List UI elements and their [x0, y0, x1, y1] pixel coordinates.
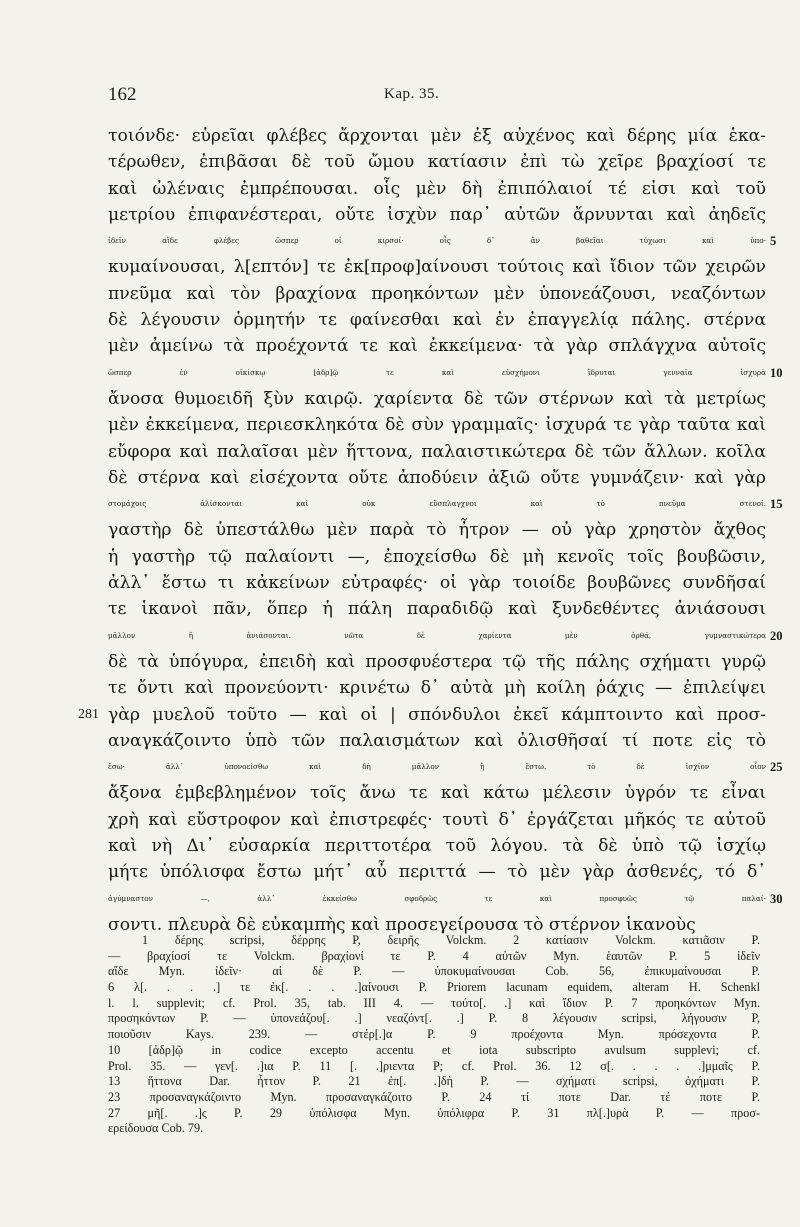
- text-line-content: χρὴ καὶ εὔστροφον καὶ ἐπιστρεφές· τουτὶ δ᾽ ἐργάζεται μῆκός τε αὐτοῦ: [108, 809, 766, 830]
- text-line-content: κυμαίνουσαι, λ[επτόν] τε ἐκ[προφ]αίνουσι τούτοις καὶ ἴδιον τῶν χειρῶν: [108, 257, 766, 278]
- text-line-content: δὲ λέγουσιν ὁρμητήν τε φαίνεσθαι καὶ ἐν ἐπαγγελίᾳ πάλης. στέρνα: [108, 310, 766, 331]
- apparatus-line: Prol. 35. — γεν[. .]ια P. 11 [. .]ριεντα P; cf. Prol. 36. 12 σ[. . . . .]μμαῖς P.: [108, 1058, 760, 1073]
- apparatus-line: l. l. supplevit; cf. Prol. 35, tab. III 4. — τούτο[. .] καὶ ἴδιον P. 7 προηκόντων Myn.: [108, 995, 760, 1010]
- text-line-content: ὥσπερ ἐν οἰκίσκῳ [ἀδρ]ῷ τε καὶ εὐσχήμονι ἵδρυται γενναῖα ἰσχυρὰ: [108, 367, 766, 377]
- text-line-content: τέρωθεν, ἐπιβᾶσαι δὲ τοῦ ὤμου κατίασιν ἐπὶ τὼ χεῖρε βραχίοσί τε: [108, 152, 766, 173]
- apparatus-line: 27 μῆ[. .]ς P. 29 ὑπόλισφα Myn. ὑπόλιφρα P. 31 πλ[.]υρὰ P. — προσ-: [108, 1105, 760, 1120]
- text-line: [78, 702, 766, 728]
- text-line-content: μήτε ὑπόλισφα ἔστω μήτ᾽ αὖ περιττά — τὸ μὲν γὰρ ἀσθενές, τό δ᾽: [108, 862, 766, 883]
- text-line-content: δὲ τὰ ὑπόγυρα, ἐπειδὴ καὶ προσφυέστερα τῷ τῆς πάλης σχήματι γυρῷ: [108, 651, 766, 672]
- text-line-content: μὲν ἀμείνω τὰ προέχοντά τε καὶ ἐκκείμενα· τὰ γὰρ σπλάγχνα αὐτοῖς: [108, 336, 766, 357]
- text-line: [108, 307, 766, 333]
- text-line-content: αναγκάζοιντο ὑπὸ τῶν παλαισμάτων καὶ ὀλισθῆσαί τί ποτε εἰς τὸ: [108, 730, 766, 751]
- text-line: [108, 807, 766, 833]
- text-line: [108, 544, 766, 570]
- text-line: [108, 412, 766, 438]
- text-line: [108, 333, 766, 359]
- text-line: [108, 754, 783, 780]
- text-line-content: τε ἱκανοὶ πᾶν, ὅπερ ἡ πάλη παραδιδῷ καὶ ξυνδεθέντες ἀνιάσουσι: [108, 599, 766, 620]
- apparatus-line: 1 δέρης scripsi, δέρρης P, δειρῆς Volckm. 2 κατίασιν Volckm. κατιᾶσιν P.: [142, 933, 760, 947]
- page-number: 162: [108, 84, 137, 105]
- line-number: 25: [770, 760, 783, 775]
- apparatus-line: 6 λ[. . . .] τε ἐκ[. . . .]αίνουσι P. Priorem lacunam equidem, alteram H. Schenkl: [108, 980, 760, 995]
- text-line: [108, 123, 766, 149]
- text-line-content: ἰδεῖν αἵδε φλέβες ὥσπερ οἱ κιρσοί· οἷς δ᾽ ἂν βαθεῖαι τύχωσι καὶ ὑπο-: [108, 236, 766, 246]
- text-line: [108, 254, 766, 280]
- text-line: [108, 649, 766, 675]
- text-line-content: πνεῦμα καὶ τὸν βραχίονα προηκόντων μὲν ὑπονεάζουσι, νεαζόντων: [108, 283, 766, 304]
- text-line: [108, 780, 766, 806]
- line-number: 10: [770, 365, 783, 380]
- text-line-content: ἄνοσα θυμοειδῆ ξὺν καιρῷ. χαρίεντα δὲ τῶν στέρνων καὶ τὰ μετρίως: [108, 388, 766, 409]
- apparatus-line: αἵδε Myn. ἰδεῖν· αἱ δὲ P. — ὑποκυμαίνουσαι Cob. 56, ἐπικυμαίνουσαι P.: [108, 964, 760, 979]
- text-line: [108, 149, 766, 175]
- text-line-content: γαστὴρ δὲ ὑπεστάλθω μὲν παρὰ τὸ ἦτρον — οὐ γὰρ χρηστὸν ἄχθος: [108, 520, 766, 541]
- margin-page-reference: 281: [78, 706, 99, 722]
- greek-text-body: [78, 123, 783, 938]
- text-line-content: δὲ στέρνα καὶ εἰσέχοντα οὔτε ἀποδύειν ἀξιῶ οὔτε γυμνάζειν· καὶ γὰρ: [108, 467, 766, 488]
- text-line: [108, 517, 766, 543]
- apparatus-line: 23 προσαναγκάζοιντο Myn. προσαναγκάζοιτο P. 24 τί ποτε Dar. τέ ποτε P.: [108, 1089, 760, 1104]
- apparatus-line: ποιοῦσιν Kays. 239. — στέρ[.]α P. 9 προέχοντα Myn. πρόσεχοντα P.: [108, 1027, 760, 1042]
- text-line: [108, 833, 766, 859]
- text-line-content: μὲν ἐκκείμενα, περιεσκληκότα δὲ σὺν γραμμαῖς· ἰσχυρά τε γὰρ ταῦτα καὶ: [108, 415, 766, 436]
- text-line-content: εὔφορα καὶ παλαῖσαι μὲν ἥττονα, παλαιστικώτερα δὲ τῶν ἄλλων. κοῖλα: [108, 441, 766, 462]
- text-line-content: μᾶλλον ἢ ἀνιάσονται. νῶτα δὲ χαρίεντα μὲν ὀρθά, γυμναστικώτερα: [108, 630, 766, 640]
- critical-apparatus: [108, 933, 760, 1137]
- text-line: [108, 228, 777, 254]
- running-head: Kap. 35.: [384, 86, 440, 102]
- text-line: [108, 281, 766, 307]
- page-header: [108, 84, 708, 112]
- text-line-content: ἔσω· ἀλλ᾽ ὑπονοείσθω καὶ δὴ μᾶλλον ἢ ἔστω. τὸ δὲ ἰσχίον οἷον: [108, 762, 766, 772]
- text-line: [108, 176, 766, 202]
- text-line-content: ἀγύμναστον —, ἀλλ᾽ ἐκκείσθω σφοδρῶς τε καὶ προσφυῶς τῷ παλαί-: [108, 893, 766, 903]
- text-line: [108, 886, 783, 912]
- text-line: [108, 202, 766, 228]
- apparatus-line: — βραχίοσί τε Volckm. βραχίονί τε P. 4 αὐτῶν Myn. ἑαυτῶν P. 5 ἰδεῖν: [108, 948, 760, 963]
- text-line-content: καὶ νὴ Δι᾽ εὐσαρκία περιττοτέρα τοῦ λόγου. τὰ δὲ ὑπὸ τῷ ἰσχίῳ: [108, 836, 766, 857]
- apparatus-line: 13 ἥττονα Dar. ἧττον P. 21 ἐπ[. .]δὴ P. — σχήματι scripsi, ὀχήματι P.: [108, 1074, 760, 1089]
- line-number: 15: [770, 497, 783, 512]
- text-line: [108, 859, 766, 885]
- apparatus-line: ερείδουσα Cob. 79.: [108, 1121, 204, 1136]
- text-line-content: μετρίου ἐπιφανέστεραι, οὔτε ἰσχὺν παρ᾽ αὐτῶν ἄρνυνται καὶ ἀηδεῖς: [108, 204, 766, 225]
- text-line-content: ἀλλ᾽ ἔστω τι κἀκείνων εὐτραφές· οἱ γὰρ τοιοίδε βουβῶνες συνδῆσαί: [108, 573, 766, 594]
- apparatus-line: προσηκόντων P. — ὑπονεάζου[. .] νεαζόντ[. .] P. 8 λέγουσιν scripsi, λήγουσιν P,: [108, 1011, 760, 1026]
- text-line-content: ἡ γαστὴρ τῷ παλαίοντι —, ἐποχείσθω δὲ μὴ κενοῖς τοῖς βουβῶσιν,: [108, 546, 766, 567]
- text-line: [108, 570, 766, 596]
- text-line-content: καὶ ὠλέναις ἐμπρέπουσαι. οἷς μὲν δὴ ἐπιπόλαιοί τέ εἰσι καὶ τοῦ: [108, 178, 766, 199]
- text-line: [108, 386, 766, 412]
- text-line: [108, 491, 783, 517]
- text-line-content: τοιόνδε· εὑρεῖαι φλέβες ἄρχονται μὲν ἐξ αὐχένος καὶ δέρης μία ἑκα-: [108, 126, 766, 146]
- text-line: [108, 360, 783, 386]
- text-line: [108, 439, 766, 465]
- text-line: [108, 465, 766, 491]
- text-line: [108, 675, 766, 701]
- line-number: 5: [770, 234, 777, 249]
- text-line: [108, 728, 766, 754]
- text-line-content: στομάχοις ἁλίσκονται καὶ οὐκ εὔσπλαγχνοι καὶ τὸ πνεῦμα στενοί.: [108, 499, 766, 509]
- apparatus-line: 10 [ἀδρ]ῷ in codice excepto accentu et iota subscripto avulsum supplevi; cf.: [108, 1042, 760, 1057]
- line-number: 20: [770, 628, 783, 643]
- text-line: [108, 596, 766, 622]
- text-line-content: σοντι. πλευρὰ δὲ εὐκαμπὴς καὶ προσεγείρουσα τὸ στέρνον ἱκανοὺς: [108, 914, 696, 935]
- line-number: 30: [770, 891, 783, 906]
- text-line: [108, 623, 783, 649]
- text-line-content: γὰρ μυελοῦ τοῦτο — καὶ οἱ | σπόνδυλοι ἐκεῖ κάμπτοιντο καὶ προσ-: [108, 704, 766, 725]
- text-line-content: ἄξονα ἐμβεβλημένον τοῖς ἄνω τε καὶ κάτω μέλεσιν ὑγρόν τε εἶναι: [108, 783, 766, 804]
- text-line-content: τε ὄντι καὶ προνεύοντι· κρινέτω δ᾽ αὐτὰ μὴ κοίλη ῥάχις — ἐπιλείψει: [108, 678, 766, 699]
